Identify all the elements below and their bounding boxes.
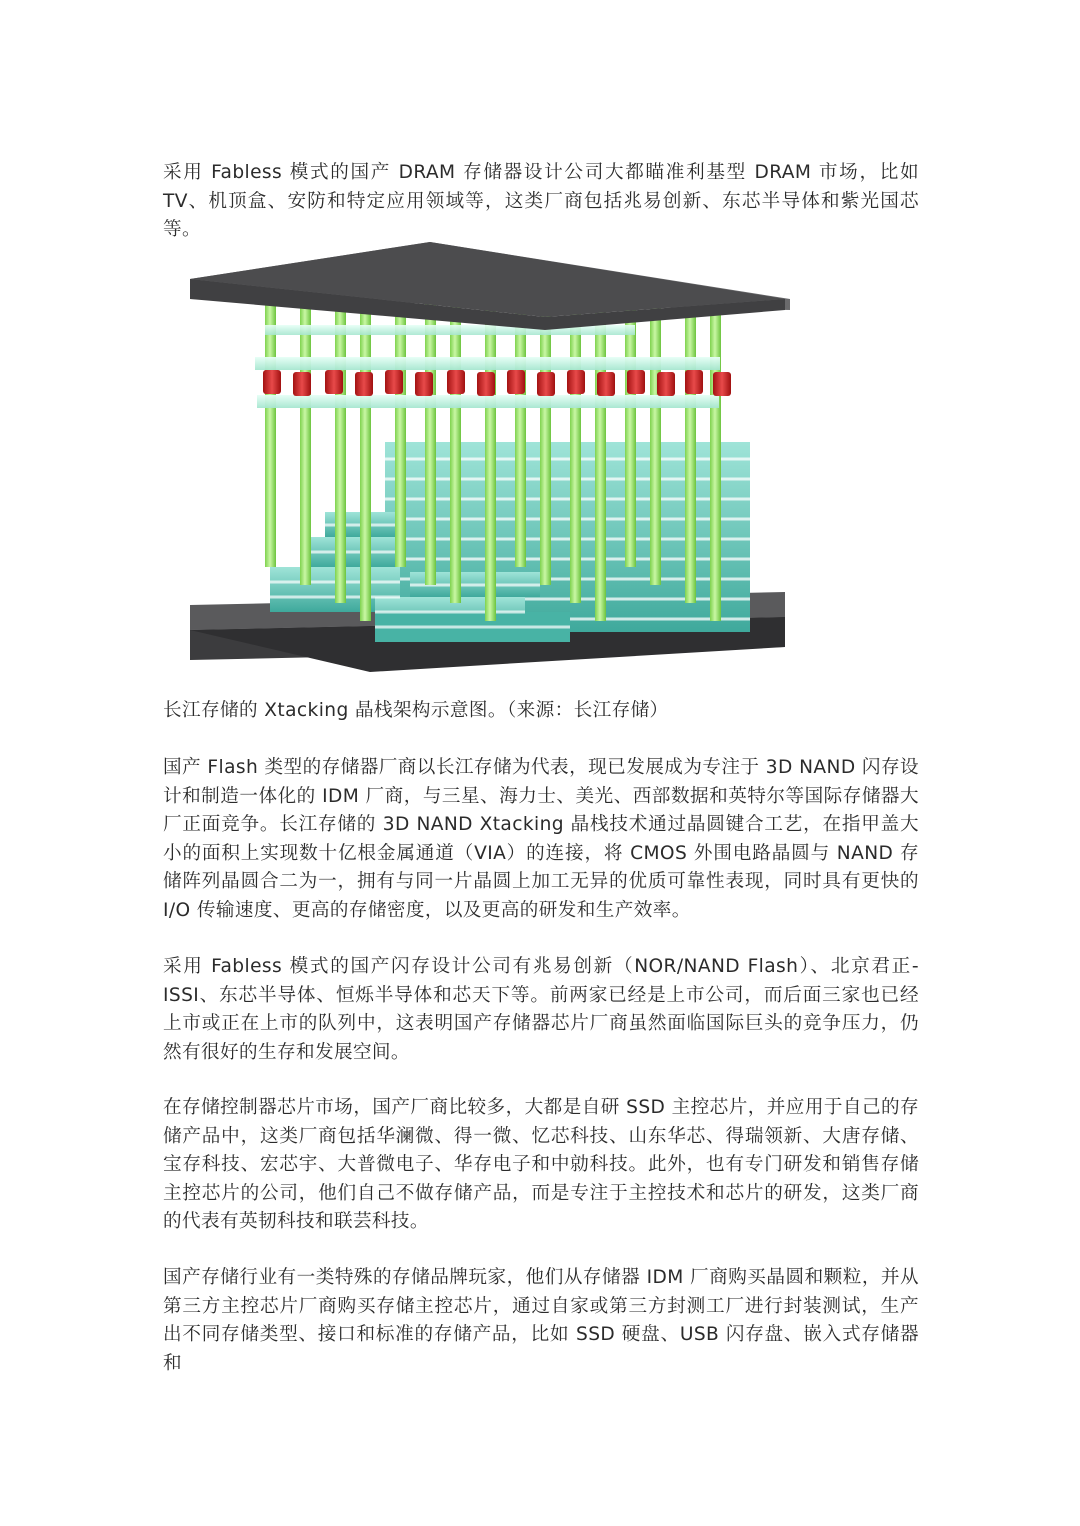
via-pillar bbox=[570, 298, 581, 603]
bonding-pad bbox=[415, 372, 433, 396]
bonding-pad bbox=[685, 370, 703, 394]
via-pillar bbox=[395, 298, 406, 567]
via-pillar bbox=[650, 298, 661, 585]
top-cmos-plate bbox=[190, 242, 790, 330]
via-pillar bbox=[515, 304, 526, 567]
via-pillar bbox=[450, 292, 461, 603]
bonding-pad bbox=[713, 372, 731, 396]
via-pillar bbox=[485, 298, 496, 621]
paragraph-controller-chips: 在存储控制器芯片市场，国产厂商比较多，大都是自研 SSD 主控芯片，并应用于自己的存储产品中，这类厂商包括华澜微、得一微、忆芯科技、山东华芯、得瑞领新、大唐存储、宝存科技、宏芯宇、大普微电子、华存电子和中勍科技。此外，也有专门研发和销售存储主控芯片的公司，他们自己不做存储产品，而是专注于主控技术和芯片的研发，这类厂商的代表有英韧科技和联芸科技。 bbox=[163, 1097, 919, 1232]
paragraph-flash-yangtze: 国产 Flash 类型的存储器厂商以长江存储为代表，现已发展成为专注于 3D NAND 闪存设计和制造一体化的 IDM 厂商，与三星、海力士、美光、西部数据和英特尔等国际存储器大厂正面竞争。长江存储的 3D NAND Xtacking 晶栈技术通过晶圆键合工艺，在指甲盖大小的面积上实现数十亿根金属通道（VIA）的连接，将 CMOS 外围电路晶圆与 NAND 存储阵列晶圆合二为一，拥有与同一片晶圆上加工无异的优质可靠性表现，同时具有更快的 I/O 传输速度、更高的存储密度，以及更高的研发和生产效率。 bbox=[163, 757, 919, 921]
figure-caption: 长江存储的 Xtacking 晶栈架构示意图。（来源：长江存储） bbox=[163, 700, 669, 721]
bonding-pad bbox=[657, 372, 675, 396]
bonding-pad bbox=[507, 370, 525, 394]
via-pillar bbox=[425, 304, 436, 585]
bonding-pad bbox=[325, 370, 343, 394]
bonding-pads bbox=[263, 370, 731, 396]
bonding-pad bbox=[477, 372, 495, 396]
bonding-pad bbox=[627, 370, 645, 394]
bonding-pad bbox=[447, 370, 465, 394]
paragraph-flash-fabless: 采用 Fabless 模式的国产闪存设计公司有兆易创新（NOR/NAND Flash）、北京君正-ISSI、东芯半导体、恒烁半导体和芯天下等。前两家已经是上市公司，而后面三家也已经上市或正在上市的队列中，这表明国产存储器芯片厂商虽然面临国际巨头的竞争压力，仍然有很好的生存和发展空间。 bbox=[163, 956, 919, 1063]
paragraph-dram-fabless: 采用 Fabless 模式的国产 DRAM 存储器设计公司大都瞄准利基型 DRAM 市场，比如 TV、机顶盒、安防和特定应用领域等，这类厂商包括兆易创新、东芯半导体和紫光国芯等。 bbox=[163, 162, 919, 240]
via-pillar bbox=[540, 292, 551, 585]
via-pillar bbox=[360, 292, 371, 621]
via-pillar bbox=[595, 304, 606, 621]
bonding-pad bbox=[537, 372, 555, 396]
paragraph-storage-brands: 国产存储行业有一类特殊的存储品牌玩家，他们从存储器 IDM 厂商购买晶圆和颗粒，并从第三方主控芯片厂商购买存储主控芯片，通过自家或第三方封测工厂进行封装测试，生产出不同存储类型、接口和标准的存储产品，比如 SSD 硬盘、USB 闪存盘、嵌入式存储器和 bbox=[163, 1267, 919, 1374]
bonding-pad bbox=[263, 370, 281, 394]
via-pillar bbox=[710, 292, 721, 621]
bonding-pad bbox=[597, 372, 615, 396]
via-pillar bbox=[685, 304, 696, 603]
bonding-pad bbox=[385, 370, 403, 394]
via-pillar bbox=[335, 304, 346, 603]
bonding-pad bbox=[293, 372, 311, 396]
via-pillar bbox=[300, 298, 311, 585]
bonding-pad bbox=[355, 372, 373, 396]
xtacking-architecture-diagram bbox=[185, 237, 790, 672]
bonding-pad bbox=[567, 370, 585, 394]
